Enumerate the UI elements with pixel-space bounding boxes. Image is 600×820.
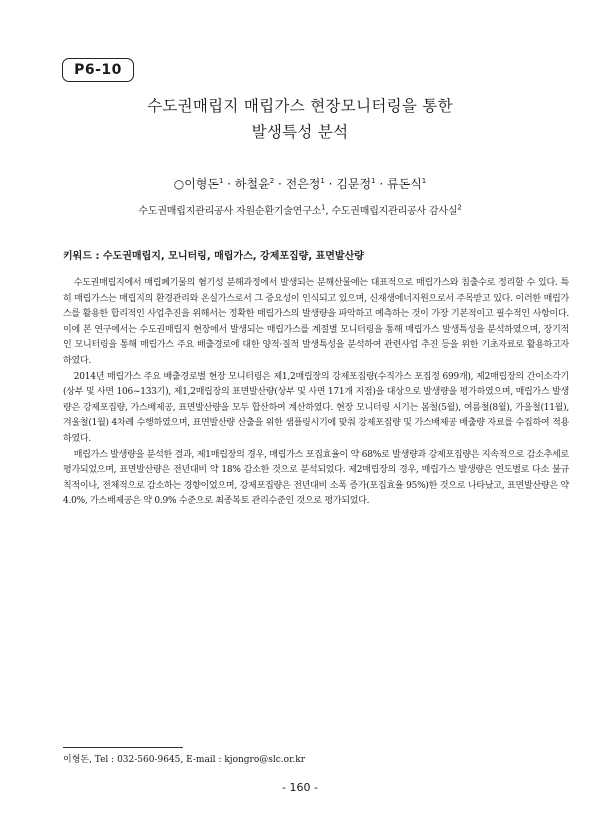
body-paragraph: 매립가스 발생량을 분석한 결과, 제1매립장의 경우, 매립가스 포집효율이 약 68%로 발생량과 강제포집량은 지속적으로 감소추세로 평가되었으며, 표면발산량은 전년대비 약 18% 감소한 것으로 분석되었다. 제2매립장의 경우, 매립가스 발생량은 연도별로 다소 불규칙적이나, 전체적으로 감소하는 경향이었으며, 강제포집량은 전년대비 소폭 증가(포집효율 95%)한 것으로 나타났고, 표면발산량은 약 4.0%, 가스배제공은 약 0.9% 수준으로 최종복토 관리수준인 것으로 평가되었다. [63,449,569,507]
author-separator: · [375,177,388,191]
footnote-divider [63,747,183,748]
affiliation-1: 수도권매립지관리공사 자원순환기술연구소 [138,206,322,217]
author-affiliation-mark: 1 [218,177,224,185]
author-list [0,175,600,192]
session-code-badge: P6-10 [62,58,134,82]
affiliation-2: , 수도권매립지관리공사 감사실 [325,206,458,217]
author-name: 전은정 [285,177,321,191]
affiliation [0,202,600,217]
keywords-text: 수도권매립지, 모니터링, 매립가스, 강제포집량, 표면발산량 [102,251,364,262]
paper-title-line-1: 수도권매립지 매립가스 현장모니터링을 통한 [147,97,453,115]
page-number: - 160 - [282,781,318,794]
body-paragraph: 2014년 매립가스 주요 배출경로별 현장 모니터링은 제1,2매립장의 강제포집량(수직가스 포집정 699개), 제2매립장의 간이소각기(상부 및 사면 106~133기), 제1,2매립장의 표면발산량(상부 및 사면 171개 지점)을 대상으로 발생량을 평가하였으며, 매립가스 발생량은 강제포집량, 가스배제공, 표면발산량을 모두 합산하여 계산하였다. 현장 모니터링 시기는 봄철(5월), 여름철(8월), 가을철(11월), 겨울철(1월) 4차례 수행하였으며, 표면발산량 산출을 위한 샘플링시기에 맞춰 강제포집량 및 가스배제공 배출량 자료를 수집하여 적용하였다. [63,371,569,444]
paper-title-line-2: 발생특성 분석 [251,123,349,141]
keywords-label: 키워드 : [63,251,100,262]
presenter-mark: ○ [173,177,185,191]
keywords [63,247,543,262]
author-separator: · [223,177,235,191]
author-affiliation-mark: 2 [269,177,275,185]
author-affiliation-mark: 1 [371,177,376,185]
author-name: 이형돈 [184,177,219,191]
abstract-body [63,276,569,510]
author-name: 하철윤 [234,177,270,191]
affiliation-mark: 1 [321,203,326,212]
author-name: 류돈식 [387,177,422,191]
footnote: 이형돈, Tel : 032-560-9645, E-mail : kjongro@slc.or.kr [63,755,306,765]
author-affiliation-mark: 1 [421,177,427,185]
author-affiliation-mark: 1 [320,177,325,185]
author-name: 김문정 [336,177,372,191]
author-separator: · [324,177,337,191]
affiliation-mark: 2 [457,203,462,212]
author-separator: · [274,177,286,191]
body-paragraph: 수도권매립지에서 매립폐기물의 혐기성 분해과정에서 발생되는 분해산물에는 대표적으로 매립가스와 침출수로 정리할 수 있다. 특히 매립가스는 매립지의 환경관리와 온실가스로서 그 중요성이 인식되고 있으며, 신재생에너지원으로서 주목받고 있다. 이러한 매립가스를 활용한 합리적인 사업추진을 위해서는 정확한 매립가스의 발생량을 파악하고 예측하는 것이 가장 기본적이고 필수적인 사항이다. 이에 본 연구에서는 수도권매립지 현장에서 발생되는 매립가스를 계절별 모니터링을 통해 매립가스 발생특성을 분석하였으며, 장기적인 모니터링을 통해 매립가스 주요 배출경로에 대한 양적·질적 발생특성을 분석하여 관련사업 추진 등을 위한 기초자료로 활용하고자 하였다. [63,278,569,366]
